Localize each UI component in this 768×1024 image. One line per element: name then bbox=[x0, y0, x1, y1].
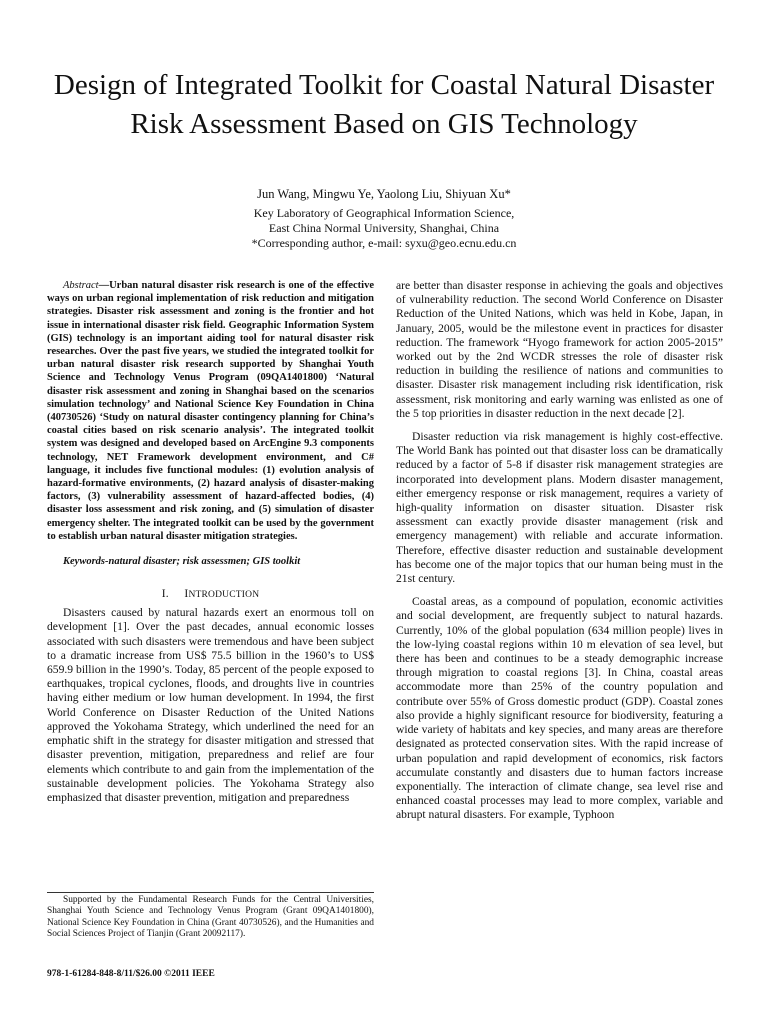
author-list: Jun Wang, Mingwu Ye, Yaolong Liu, Shiyuan Xu* bbox=[257, 187, 511, 201]
abstract-dash: — bbox=[98, 280, 110, 291]
left-column bbox=[47, 279, 374, 805]
abstract-label: Abstract bbox=[63, 280, 99, 291]
funding-footnote: Supported by the Fundamental Research Funds for the Central Universities, Shanghai Youth Science and Technology Venus Program (Grant 09QA1401800), National Science Key Foundation in China (Grant 40730526), and the Humanities and Social Sciences Project of Tianjin (Grant 20092117). bbox=[47, 895, 374, 940]
isbn-copyright: 978-1-61284-848-8/11/$26.00 ©2011 IEEE bbox=[47, 969, 215, 979]
affiliation-line-2: East China Normal University, Shanghai, China bbox=[268, 221, 500, 235]
right-column bbox=[396, 279, 723, 823]
intro-paragraph-1: Disasters caused by natural hazards exert an enormous toll on development [1]. Over the past decades, annual economic losses associated with such disasters were tremendous and have been subject to a dramatic increase from US$ 75.5 billion in the 1960’s to US$ 659.9 billion in the 1990’s. Today, 85 percent of the people exposed to earthquakes, tropical cyclones, floods, and droughts live in countries having either medium or low human development. In 1994, the first World Conference on Disaster Reduction of the United Nations approved the Yokohama Strategy, which underlined the need for an emphatic shift in the strategy for disaster mitigation and stressed that disaster prevention, mitigation, preparedness and relief are four elements which contribute to and gain from the implementation of the sustainable development policies. The Yokohama Strategy also emphasized that disaster prevention, mitigation and preparedness bbox=[47, 606, 374, 804]
affiliation-block bbox=[0, 206, 768, 251]
abstract-paragraph bbox=[47, 279, 374, 543]
abstract-text: Urban natural disaster risk research is one of the effective ways on urban regional implementation of risk reduction and mitigation strategies. Disaster risk assessment and zoning is the frontier and hot issue in international disaster risk field. Geographic Information System (GIS) technology is an important aiding tool for natural disaster risk researches. Over the past five years, we studied the integrated toolkit for urban natural disaster risk research supported by Shanghai Youth Science and Technology Venus Program (09QA1401800) ‘Natural disaster risk assessment and zoning in Shanghai based on the scenarios simulation technology’ and National Science Key Foundation in China (40730526) ‘Study on natural disaster contingency planning for China’s coastal cities based on risk scenario analysis’. The integrated toolkit system was designed and developed based on ArcEngine 9.3 components technology, NET Framework development environment, and C# language, it includes five functional modules: (1) evolution analysis of hazard-formative environments, (2) hazard analysis of disaster-making factors, (3) vulnerability assessment of hazard-affected bodies, (4) disaster loss assessment and risk zoning, and (5) simulation of disaster emergency shelter. The integrated toolkit can be used by the government to establish urban natural disaster mitigation strategies. bbox=[47, 280, 374, 542]
section-number: I. bbox=[161, 587, 169, 601]
section-title-initial: I bbox=[184, 587, 189, 601]
footnote-divider bbox=[47, 892, 374, 893]
intro-paragraph-3: Disaster reduction via risk management is highly cost-effective. The World Bank has pointed out that disaster loss can be dramatically reduced by a factor of 5-8 if disaster risk management strategies are incorporated into development plans. Modern disaster management, either emergency response or risk management, requires a variety of high-quality information on disaster situation. Disaster risk assessment can exactly provide disaster management (risk and emergency management) with reliable and accurate information. Therefore, effective disaster reduction and sustainable development has become one of the major topics that our human being must in the 21st century. bbox=[396, 430, 723, 586]
corresponding-author-line: *Corresponding author, e-mail: syxu@geo.ecnu.edu.cn bbox=[251, 236, 517, 250]
section-title-rest: NTRODUCTION bbox=[188, 590, 260, 601]
section-heading-introduction bbox=[47, 587, 374, 602]
keywords: Keywords-natural disaster; risk assessmen; GIS toolkit bbox=[63, 556, 301, 568]
paper-title: Design of Integrated Toolkit for Coastal Natural Disaster Risk Assessment Based on GIS Technology bbox=[53, 69, 715, 140]
intro-paragraph-4: Coastal areas, as a compound of population, economic activities and social development, are frequently subject to natural hazards. Currently, 10% of the global population (634 million people) lives in the low-lying coastal regions within 10 m elevation of sea level, but there has been and continues to be a steady demographic increase through migration to coastal regions [3]. In China, coastal areas accommodate more than 25% of the country population and contribute over 55% of Gross domestic product (GDP). Coastal zones also provide a highly significant resource for biodiversity, featuring a wide variety of habitats and key species, and many areas are therefore designated as protected conservation sites. With the rapid increase of urban population and rapid development of economics, risk factors accumulate constantly and disasters due to human factors increase exponentially. The interaction of climate change, sea level rise and enhanced coastal processes may lead to more complex, variable and abrupt natural disasters. For example, Typhoon bbox=[396, 595, 723, 822]
intro-paragraph-2: are better than disaster response in achieving the goals and objectives of vulnerability reduction. The second World Conference on Disaster Reduction of the United Nations, which was held in Kobe, Japan, in January, 2005, would be the milestone event in practices for disaster reduction. The framework “Hyogo framework for action 2005-2015” worked out by the 2nd WCDR stresses the role of disaster risk reduction in building the resilience of nations and communities to disaster. Disaster risk management including risk identification, risk assessment, risk monitoring and early warning was enlisted as one of the 5 top priorities in disaster reduction in the next decade [2]. bbox=[396, 279, 723, 420]
affiliation-line-1: Key Laboratory of Geographical Information Science, bbox=[253, 206, 515, 220]
